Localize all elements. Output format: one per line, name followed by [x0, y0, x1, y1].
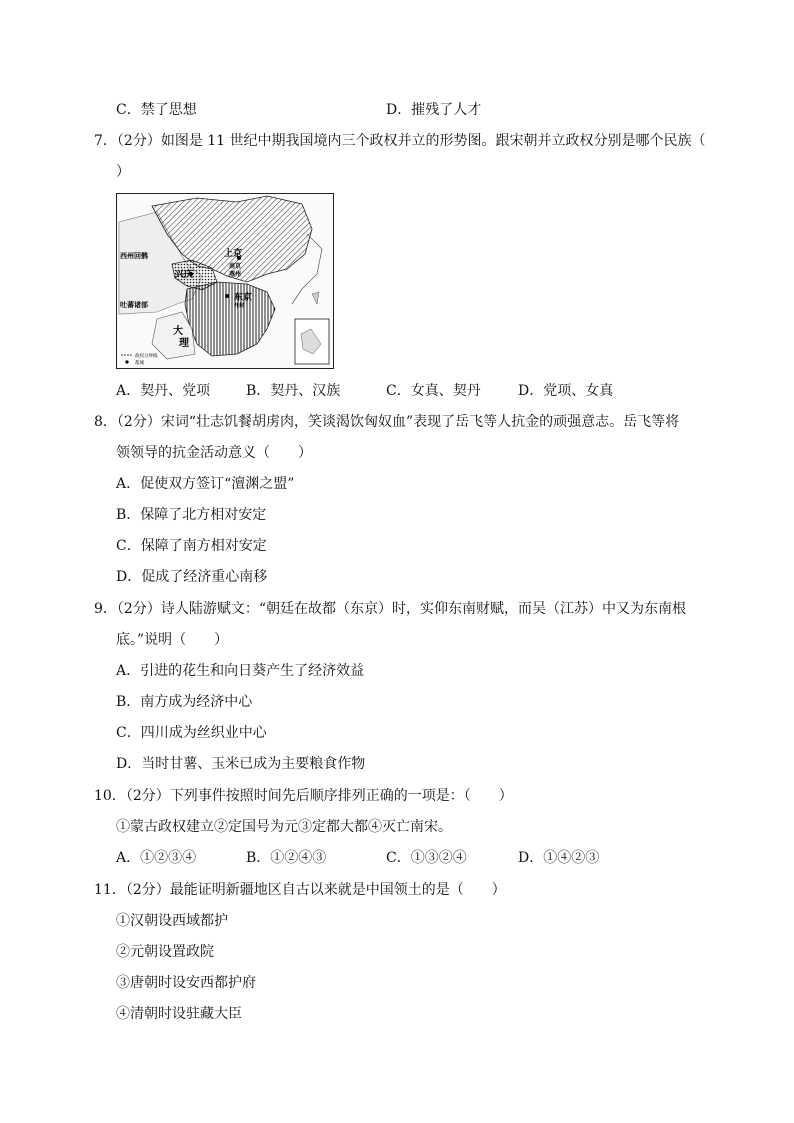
q7-option-d[interactable]: D．党项、女真: [518, 383, 614, 399]
map-label-kaifeng: 开封: [234, 303, 245, 309]
legend-capital-marker: [125, 360, 128, 363]
q8-option-a[interactable]: A．促使双方签订“澶渊之盟”: [116, 476, 295, 492]
q10-option-a[interactable]: A．①②③④: [116, 850, 197, 866]
island: [312, 292, 319, 304]
map-label-xingqing: 兴庆: [175, 270, 194, 280]
q7-option-a[interactable]: A．契丹、党项: [116, 383, 211, 399]
q9-stem-line2: 底。”说明（ ）: [116, 632, 229, 648]
q7-stem-line2: ）: [116, 164, 130, 180]
q7-stem-line1: 7．（2分）如图是 11 世纪中期我国境内三个政权并立的形势图。跟宋朝并立政权分别是哪个民族（: [94, 133, 706, 149]
map-label-tubo: 吐蕃诸部: [120, 301, 148, 309]
legend-border-text: 政权分界线: [135, 354, 158, 359]
legend-capital-text: 都城: [135, 361, 144, 366]
q9-option-d[interactable]: D．当时甘薯、玉米已成为主要粮食作物: [116, 756, 366, 772]
q10-option-d[interactable]: D．①④②③: [518, 850, 600, 866]
map-label-dali-2: 理: [179, 338, 189, 349]
song-liao-xixia-map: [117, 194, 332, 367]
q6-option-d[interactable]: D．摧残了人才: [386, 102, 482, 118]
q10-option-c[interactable]: C．①③②④: [386, 850, 467, 866]
q8-option-d[interactable]: D．促成了经济重心南移: [116, 569, 268, 585]
q10-option-b[interactable]: B．①②④③: [246, 850, 327, 866]
q10-stem-line1: 10．（2分）下列事件按照时间先后顺序排列正确的一项是：（ ）: [94, 788, 513, 804]
q9-stem-line1: 9．（2分）诗人陆游赋文：“朝廷在故都（东京）时，实仰东南财赋，而吴（江苏）中又为东南根: [94, 601, 686, 617]
q11-item-4: ④清朝时设驻藏大臣: [116, 1006, 242, 1022]
song-region: [185, 282, 275, 356]
q11-stem-line1: 11．（2分）最能证明新疆地区自古以来就是中国领土的是（ ）: [94, 882, 506, 898]
q8-option-c[interactable]: C．保障了南方相对安定: [116, 538, 267, 554]
map-label-shangjing: 上京: [224, 249, 243, 259]
q11-item-1: ①汉朝设西域都护: [116, 913, 228, 929]
q8-option-b[interactable]: B．保障了北方相对安定: [116, 507, 267, 523]
map-label-nanjing: 南京: [229, 263, 242, 270]
q11-item-2: ②元朝设置政院: [116, 944, 214, 960]
map-label-xizhou-huihu: 西州回鹘: [120, 252, 148, 260]
map-label-zhouzhou: 燕州: [229, 271, 242, 278]
q8-stem-line1: 8．（2分）宋词“壮志饥餐胡虏肉，笑谈渴饮匈奴血”表现了岳飞等人抗金的顽强意志。岳飞等将: [94, 414, 680, 430]
map-label-dongjing: 东京: [234, 293, 253, 303]
q9-option-b[interactable]: B．南方成为经济中心: [116, 694, 253, 710]
q7-option-c[interactable]: C．女真、契丹: [386, 383, 481, 399]
q8-stem-line2: 领领导的抗金活动意义（ ）: [116, 445, 312, 461]
q6-option-c[interactable]: C．禁了思想: [116, 102, 197, 118]
q10-stem-line2: ①蒙古政权建立②定国号为元③定都大都④灭亡南宋。: [116, 819, 452, 835]
q7-map-figure: [116, 193, 334, 369]
capital-marker-dongjing: [225, 294, 229, 298]
q9-option-c[interactable]: C．四川成为丝织业中心: [116, 725, 267, 741]
q11-item-3: ③唐朝时设安西都护府: [116, 975, 256, 991]
q7-option-b[interactable]: B．契丹、汉族: [246, 383, 341, 399]
map-label-dali-1: 大: [173, 326, 183, 337]
q9-option-a[interactable]: A．引进的花生和向日葵产生了经济效益: [116, 663, 365, 679]
